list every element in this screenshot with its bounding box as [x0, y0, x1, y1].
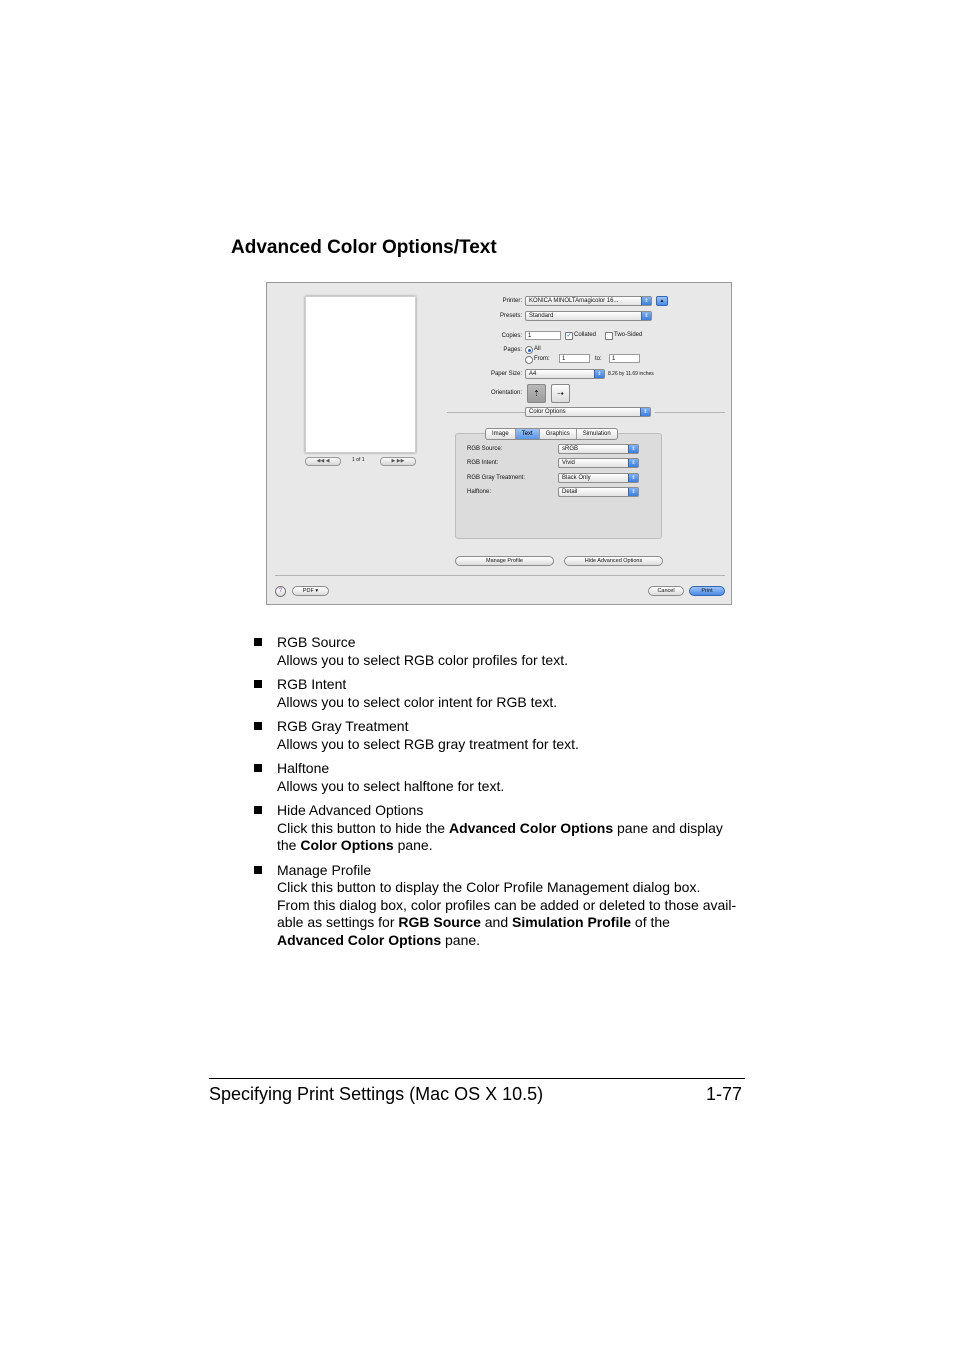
- pages-label: Pages:: [503, 347, 522, 353]
- printer-value: KONICA MINOLTAmagicolor 16...: [529, 298, 619, 304]
- pages-from-radio[interactable]: [525, 356, 533, 364]
- last-page-icon: ▶▶: [396, 458, 405, 464]
- footer-rule: [209, 1078, 745, 1079]
- item-description: Allows you to select color intent for RGB text.: [277, 693, 558, 710]
- list-item: [253, 718, 753, 753]
- pages-to-field[interactable]: 1: [609, 354, 640, 363]
- tab-simulation[interactable]: Simulation: [582, 431, 611, 437]
- footer-title: Specifying Print Settings (Mac OS X 10.5): [209, 1084, 544, 1104]
- item-title: RGB Gray Treatment: [277, 717, 409, 734]
- item-title: RGB Intent: [277, 675, 347, 692]
- list-item: [253, 760, 753, 795]
- cancel-button[interactable]: Cancel: [648, 586, 684, 596]
- preview-page-indicator: 1 of 1: [352, 457, 365, 463]
- separator: [655, 412, 725, 413]
- item-description: the Color Options pane.: [277, 837, 433, 854]
- popup-arrows-icon: ⇕: [628, 445, 638, 453]
- copies-label: Copies:: [501, 333, 522, 339]
- presets-value: Standard: [529, 313, 554, 319]
- two-sided-checkbox[interactable]: [605, 332, 613, 340]
- printer-popup[interactable]: [525, 296, 652, 306]
- paper-size-value: A4: [529, 371, 537, 377]
- page-number: 1-77: [706, 1084, 743, 1104]
- item-description: able as settings for RGB Source and Simulation Profile of the: [277, 914, 670, 931]
- paper-size-popup[interactable]: [525, 369, 605, 379]
- popup-arrows-icon: ⇕: [628, 459, 638, 467]
- pages-from-field[interactable]: 1: [559, 354, 590, 363]
- item-title: Hide Advanced Options: [277, 801, 424, 818]
- panel-popup-value: Color Options: [529, 409, 566, 415]
- help-icon[interactable]: ?: [275, 586, 286, 597]
- rgb-intent-value: Vivid: [562, 460, 575, 466]
- item-title: Manage Profile: [277, 861, 372, 878]
- paper-size-label: Paper Size:: [490, 371, 522, 377]
- pages-from-label: From:: [534, 356, 550, 362]
- separator: [275, 575, 725, 576]
- halftone-popup[interactable]: [558, 487, 639, 497]
- list-item: [253, 802, 753, 855]
- list-item: [253, 634, 753, 669]
- popup-arrows-icon: ⇕: [641, 312, 651, 320]
- tab-graphics[interactable]: Graphics: [540, 429, 577, 439]
- bullet-icon: [254, 806, 262, 814]
- presets-label: Presets:: [499, 313, 522, 319]
- item-description: Allows you to select halftone for text.: [277, 777, 505, 794]
- panel-popup[interactable]: [525, 407, 651, 417]
- popup-arrows-icon: ⇕: [640, 408, 650, 416]
- portrait-orientation-button[interactable]: [527, 384, 546, 403]
- section-heading: Advanced Color Options/Text: [231, 237, 497, 258]
- rgb-source-label: RGB Source:: [467, 446, 503, 452]
- item-description: From this dialog box, color profiles can be added or deleted to those avail-: [277, 896, 737, 913]
- option-descriptions: [253, 634, 753, 956]
- triangle-up-icon: ▲: [659, 298, 665, 304]
- item-description: Allows you to select RGB color profiles for text.: [277, 651, 568, 668]
- printer-label: Printer:: [502, 298, 522, 304]
- first-page-icon: ◀◀: [316, 458, 325, 464]
- orientation-label: Orientation:: [490, 390, 522, 396]
- manage-profile-button[interactable]: Manage Profile: [455, 556, 554, 566]
- pages-to-label: to:: [595, 356, 602, 362]
- presets-popup[interactable]: [525, 311, 652, 321]
- next-page-icon: ▶: [391, 458, 396, 464]
- item-description: Click this button to hide the Advanced Color Options pane and display: [277, 819, 723, 836]
- popup-arrows-icon: ⇕: [628, 474, 638, 482]
- item-title: Halftone: [277, 759, 330, 776]
- bullet-icon: [254, 722, 262, 730]
- rgb-source-popup[interactable]: [558, 444, 639, 454]
- item-description: Click this button to display the Color Profile Management dialog box.: [277, 879, 701, 896]
- item-description: Allows you to select RGB gray treatment for text.: [277, 735, 579, 752]
- popup-arrows-icon: ⇕: [594, 370, 604, 378]
- preview-back-buttons[interactable]: [305, 457, 341, 466]
- item-description: Advanced Color Options pane.: [277, 931, 481, 948]
- checkmark-icon: ✓: [566, 333, 572, 339]
- rgb-gray-treatment-value: Black Only: [562, 475, 591, 481]
- previous-page-icon: ◀: [325, 458, 330, 464]
- pdf-button[interactable]: PDF ▾: [292, 586, 329, 596]
- collapse-dialog-button[interactable]: [656, 296, 668, 306]
- tab-text[interactable]: Text: [516, 429, 540, 439]
- hide-advanced-options-button[interactable]: Hide Advanced Options: [564, 556, 663, 566]
- rgb-source-value: sRGB: [562, 446, 579, 452]
- page-preview: [305, 296, 416, 453]
- pages-all-radio[interactable]: [525, 346, 533, 354]
- bullet-icon: [254, 866, 262, 874]
- bullet-icon: [254, 638, 262, 646]
- halftone-value: Detail: [562, 489, 578, 495]
- collated-checkbox[interactable]: [565, 332, 573, 340]
- pages-all-label: All: [534, 346, 541, 352]
- color-tabs: [485, 428, 618, 440]
- halftone-label: Halftone:: [467, 489, 492, 495]
- list-item: [253, 676, 753, 711]
- bullet-icon: [254, 764, 262, 772]
- rgb-intent-popup[interactable]: [558, 458, 639, 468]
- print-button[interactable]: Print: [689, 586, 725, 596]
- popup-arrows-icon: ⇕: [641, 297, 651, 305]
- print-dialog-screenshot: [266, 282, 732, 605]
- item-title: RGB Source: [277, 634, 356, 650]
- list-item: [253, 862, 753, 950]
- rgb-gray-treatment-label: RGB Gray Treatment:: [467, 475, 526, 481]
- tab-image[interactable]: Image: [486, 429, 516, 439]
- copies-field[interactable]: 1: [525, 331, 561, 340]
- paper-dimensions: 8.26 by 11.69 inches: [608, 371, 654, 377]
- bullet-icon: [254, 680, 262, 688]
- separator: [447, 412, 525, 413]
- preview-forward-buttons[interactable]: [380, 457, 416, 466]
- two-sided-label: Two-Sided: [614, 332, 643, 338]
- collated-label: Collated: [574, 332, 597, 338]
- popup-arrows-icon: ⇕: [628, 488, 638, 496]
- portrait-person-icon: ⇡: [533, 389, 540, 398]
- rgb-intent-label: RGB Intent:: [467, 460, 499, 466]
- landscape-person-icon: ⇢: [557, 389, 564, 398]
- landscape-orientation-button[interactable]: [551, 384, 570, 403]
- rgb-gray-treatment-popup[interactable]: [558, 473, 639, 483]
